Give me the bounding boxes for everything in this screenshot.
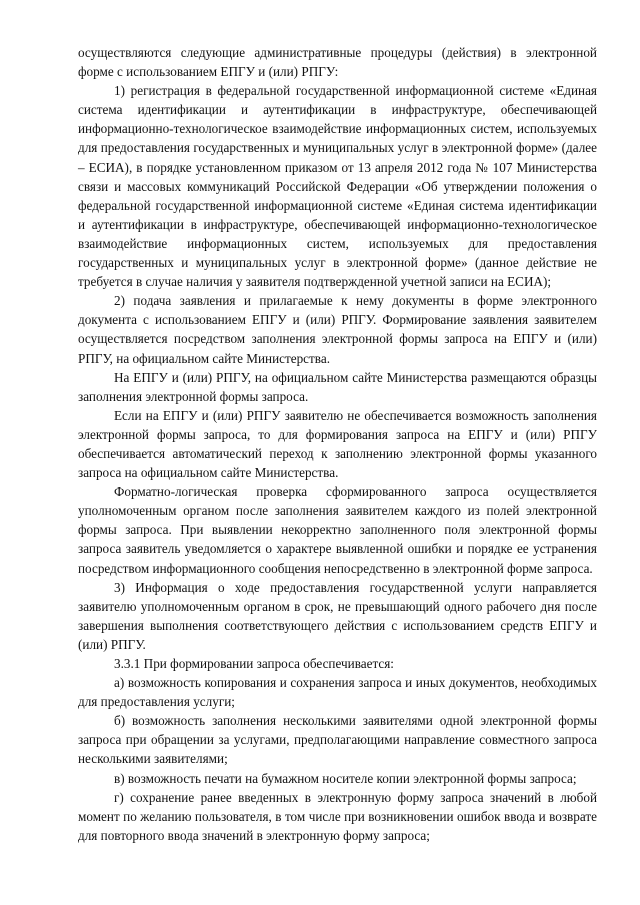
paragraph-format-logic-check: Форматно-логическая проверка сформированного запроса осуществляется уполномоченным органом после заполнения заявителем каждого из полей электронной формы запроса. При выявлении некорректно заполненного поля электронной формы запроса заявитель уведомляется о характере выявленной ошибки и порядке ее устранения посредством информационного сообщения непосредственно в электронной форме запроса. [78,484,597,576]
list-item-v-printing: в) возможность печати на бумажном носителе копии электронной формы запроса; [114,770,577,786]
document-body [78,43,597,845]
list-item-a-copying: а) возможность копирования и сохранения запроса и иных документов, необходимых для предоставления услуги; [78,675,597,710]
paragraph-procedures-intro: осуществляются следующие административные процедуры (действия) в электронной форме с использованием ЕПГУ и (или) РПГУ: [78,45,597,80]
list-item-b-multiple-applicants: б) возможность заполнения несколькими заявителями одной электронной формы запроса при обращении за услугами, предполагающими направление совместного запроса несколькими заявителями; [78,713,597,767]
list-item-g-saving-values: г) сохранение ранее введенных в электронную форму запроса значений в любой момент по желанию пользователя, в том числе при возникновении ошибок ввода и возврате для повторного ввода значений в электронную форму запроса; [78,789,597,843]
paragraph-progress-information: 3) Информация о ходе предоставления государственной услуги направляется заявителю уполномоченным органом в срок, не превышающий одного рабочего дня после завершения выполнения соответствующего действия с использованием средств ЕПГУ и (или) РПГУ. [78,579,597,652]
paragraph-automatic-redirect: Если на ЕПГУ и (или) РПГУ заявителю не обеспечивается возможность заполнения электронной формы запроса, то для формирования запроса на ЕПГУ и (или) РПГУ обеспечивается автоматический переход к заполнению электронной формы указанного запроса на официальном сайте Министерства. [78,407,597,481]
paragraph-esia-registration: 1) регистрация в федеральной государственной информационной системе «Единая система идентификации и аутентификации в инфраструктуре, обеспечивающей информационно-технологическое взаимодействие информационных систем, используемых для предоставления государственных и муниципальных услуг в электронной форме» (далее – ЕСИА), в порядке установленном приказом от 13 апреля 2012 года № 107 Министерства связи и массовых коммуникаций Российской Федерации «Об утверждении положения о федеральной государственной информационной системе «Единая система идентификации и аутентификации в инфраструктуре, обеспечивающей информационно-технологическое взаимодействие информационных систем, используемых для предоставления государственных и муниципальных услуг в электронной форме» (данное действие не требуется в случае наличия у заявителя подтвержденной учетной записи на ЕСИА); [78,83,597,290]
paragraph-section-3-3-1: 3.3.1 При формировании запроса обеспечивается: [114,656,394,671]
paragraph-form-samples: На ЕПГУ и (или) РПГУ, на официальном сайте Министерства размещаются образцы заполнения электронной формы запроса. [78,369,597,404]
paragraph-application-submission: 2) подача заявления и прилагаемые к нему документы в форме электронного документа с использованием ЕПГУ и (или) РПГУ. Формирование заявления заявителем осуществляется посредством заполнения электронной формы запроса на ЕПГУ и (или) РПГУ, на официальном сайте Министерства. [78,293,597,366]
